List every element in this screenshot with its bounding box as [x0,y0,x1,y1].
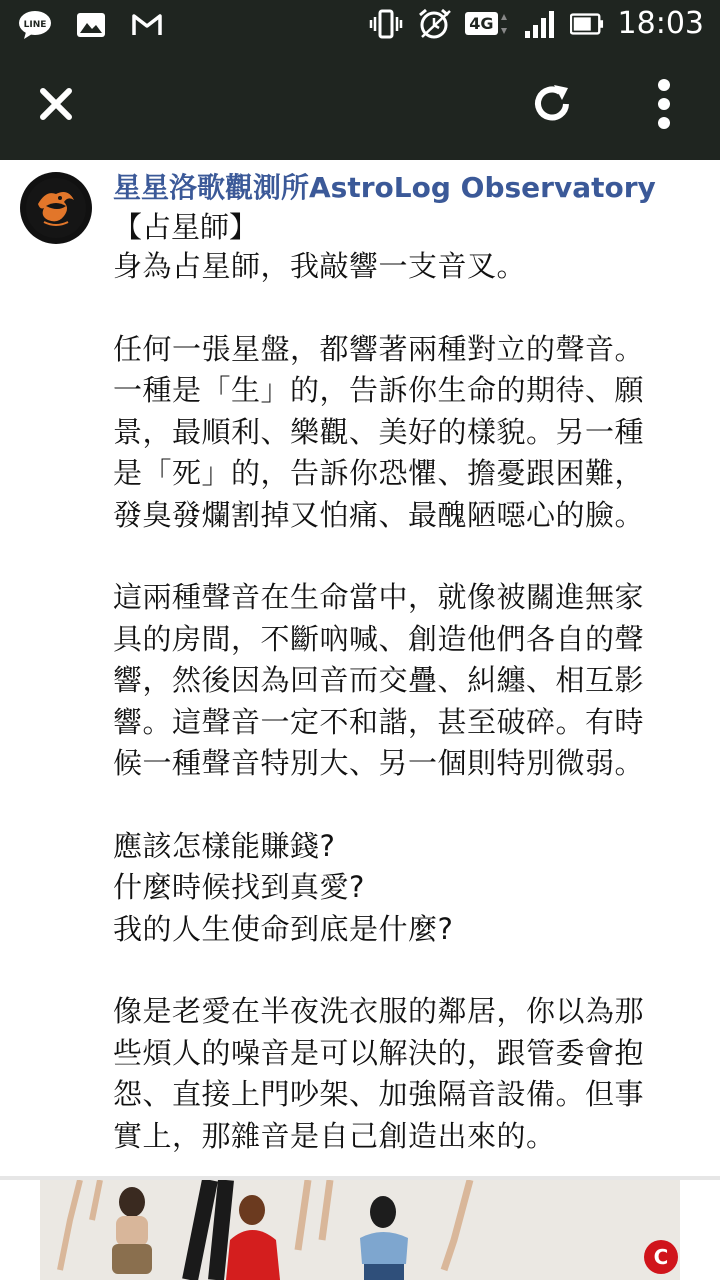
post-content [0,160,720,1176]
text-line: 怨、直接上門吵架、加強隔音設備。但事 [113,1077,645,1111]
text-line: 具的房間，不斷吶喊、創造他們各自的聲 [113,621,645,656]
vibrate-icon [369,7,403,41]
text-line: 什麼時候找到真愛? [113,870,365,904]
alarm-icon [417,7,451,41]
notification-icons [18,8,164,42]
paragraph-1 [113,246,703,288]
line-app-icon [18,8,52,42]
ad-brand-badge: C [644,1240,678,1274]
battery-icon [570,7,604,41]
text-line: 任何一張星盤，都響著兩種對立的聲音。 [113,331,645,366]
text-line: 是「死」的，告訴你恐懼、擔憂跟困難， [113,456,645,490]
ad-model-image [40,1180,680,1280]
advertisement-banner[interactable] [40,1180,680,1280]
astrolog-logo-icon [24,176,88,240]
more-options-button[interactable] [636,76,692,132]
text-line: 候一種聲音特別大、另一個則特別微弱。 [113,746,645,780]
author-link[interactable]: 星星洛歌觀測所AstroLog Observatory [113,171,656,204]
signal-icon [522,7,556,41]
text-line: 發臭發爛割掉又怕痛、最醜陋噁心的臉。 [113,497,645,532]
text-line: 景，最順利、樂觀、美好的樣貌。另一種 [113,414,645,449]
text-line: 應該怎樣能賺錢? [113,828,336,863]
gmail-icon [130,8,164,42]
paragraph-3 [113,577,703,785]
more-vertical-icon [656,79,672,129]
text-line: 些煩人的噪音是可以解決的，跟管委會抱 [113,1035,645,1070]
author-tag: 【占星師】 [113,210,259,244]
clock: 18:03 [617,6,704,41]
network-type-indicator [465,7,507,41]
browser-toolbar [0,48,720,160]
text-line: 響。這聲音一定不和諧，甚至破碎。有時 [113,704,645,739]
post-body [113,168,703,1157]
refresh-icon [530,82,574,126]
text-line: 一種是「生」的，告訴你生命的期待、願 [113,373,645,407]
svg-text:LINE: LINE [23,20,47,30]
text-line: 這兩種聲音在生命當中，就像被關進無家 [113,580,645,614]
close-button[interactable] [28,76,84,132]
text-line: 響，然後因為回音而交疊、糾纏、相互影 [113,663,645,697]
text-line: 像是老愛在半夜洗衣服的鄰居，你以為那 [113,994,645,1028]
paragraph-5 [113,991,703,1157]
paragraph-2 [113,329,703,537]
status-bar [0,0,720,48]
text-line: 身為占星師，我敲響一支音叉。 [113,249,527,283]
gallery-icon [74,8,108,42]
system-icons [369,6,704,41]
avatar[interactable] [20,172,92,244]
close-icon [39,87,73,121]
text-line: 我的人生使命到底是什麼? [113,911,454,946]
network-type-label: 4G [465,12,497,35]
paragraph-4 [113,826,703,951]
refresh-button[interactable] [524,76,580,132]
text-line: 實上，那雜音是自己創造出來的。 [113,1118,556,1153]
